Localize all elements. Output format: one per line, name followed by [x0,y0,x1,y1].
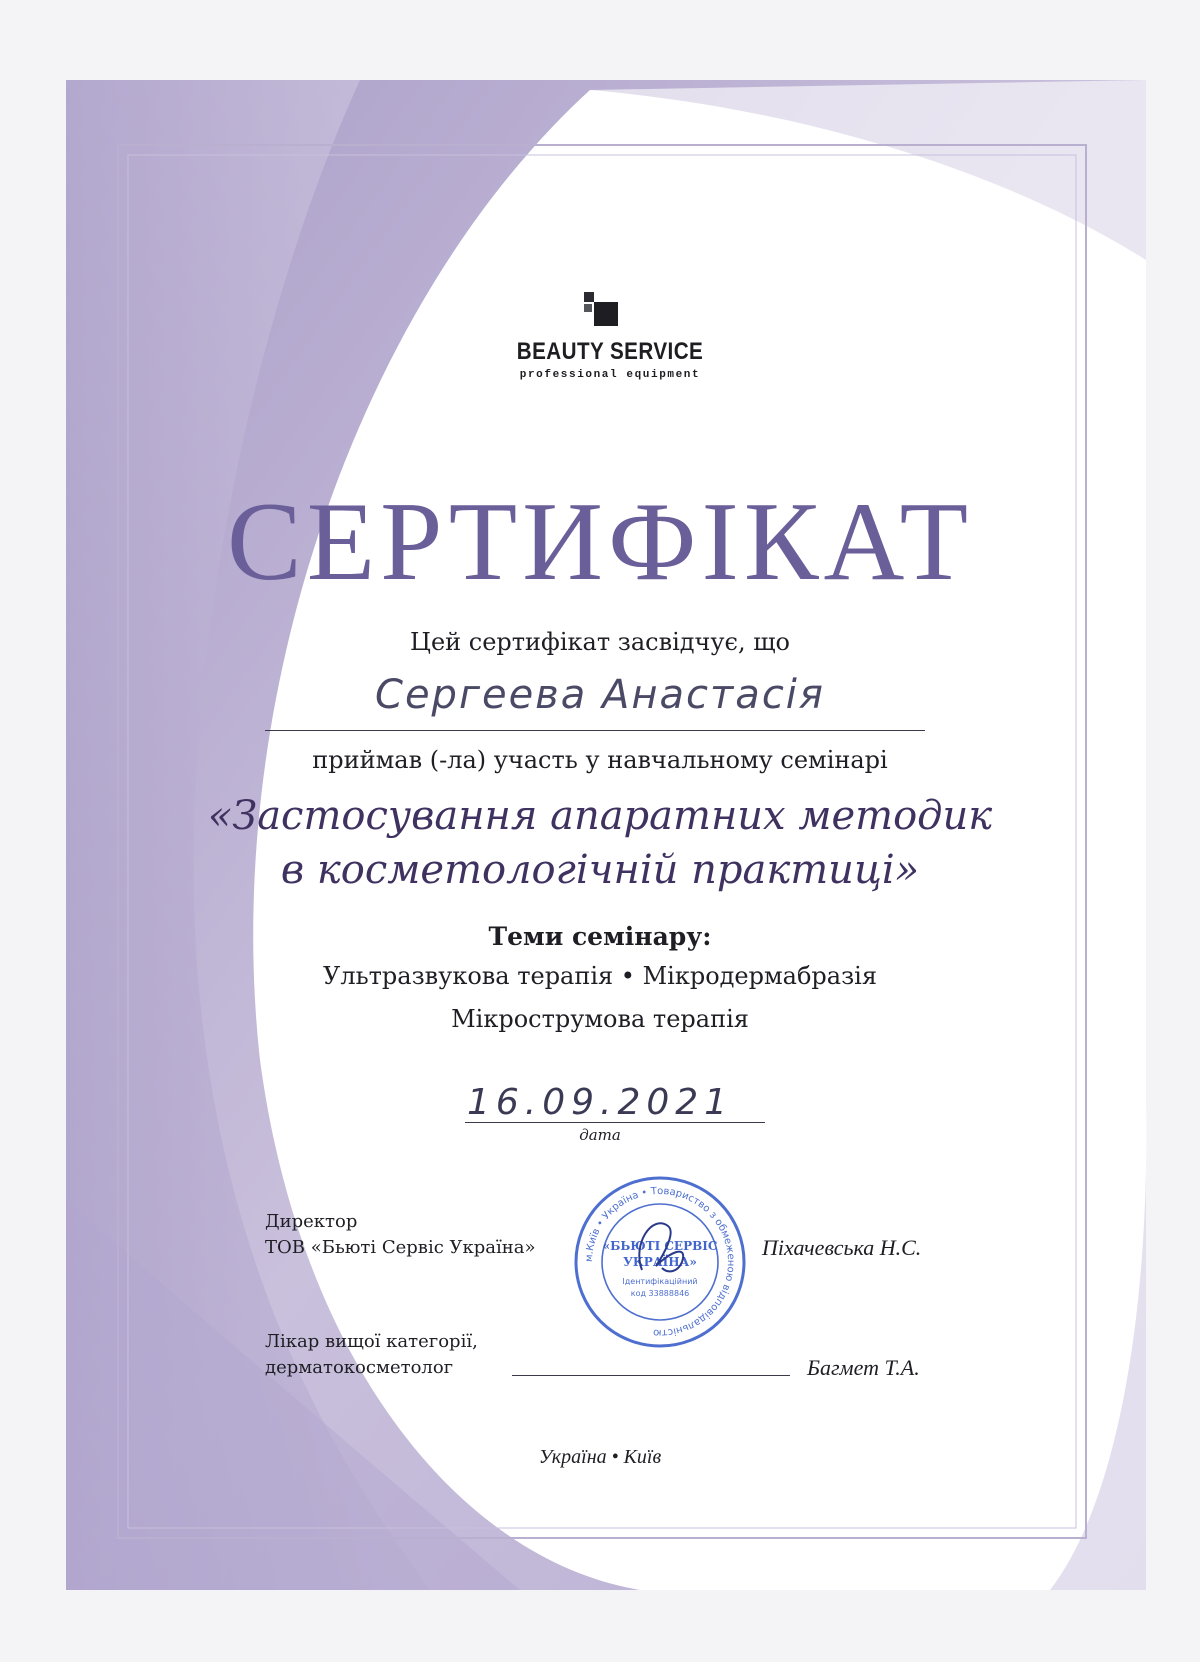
certificate-date: 16.09.2021 [466,1082,734,1123]
seminar-title-line1: «Застосування апаратних методик [207,793,993,839]
logo-subtitle: professional equipment [519,369,701,381]
topics-line1: Ультразвукова терапія • Мікродермабразія [322,962,877,990]
doctor-role-line1: Лікар вищої категорії, [265,1331,478,1352]
name-underline [265,730,925,731]
official-stamp [572,1174,748,1350]
date-underline [465,1122,765,1123]
logo-square-large [594,302,618,326]
stamp-code: код 33888846 [630,1289,690,1298]
logo-name: BEAUTY SERVICE [516,338,704,365]
doctor-role-line2: дерматокосметолог [265,1357,454,1378]
topics-line2: Мікрострумова терапія [451,1005,749,1033]
footer-location: Україна • Київ [538,1446,662,1468]
logo-square-mid [584,304,592,312]
director-name: Піхачевська Н.С. [762,1235,922,1260]
recipient-name: Сергеева Анастасія [375,672,825,718]
stamp-code-label: Ідентифікаційний [622,1277,698,1286]
logo-square-small [584,292,594,302]
stamp-center-line1: «БЬЮТІ СЕРВІС [602,1239,718,1253]
director-company: ТОВ «Бьюті Сервіс Україна» [265,1237,536,1258]
intro-text: Цей сертифікат засвідчує, що [410,628,790,656]
date-label: дата [579,1126,621,1144]
stamp-ring-text: м.Київ • Україна • Товариство з обмеженою відповідальністю [583,1185,737,1339]
seminar-title-line2: в косметологічній практиці» [280,847,920,893]
director-role: Директор [265,1211,358,1232]
doctor-name: Багмет Т.А. [807,1355,920,1380]
participation-text: приймав (-ла) участь у навчальному семінарі [312,746,888,774]
certificate-title: СЕРТИФІКАТ [226,480,973,604]
doctor-signature-line [512,1375,790,1376]
stamp-center-line2: УКРАЇНА» [623,1255,697,1269]
topics-heading: Теми семінару: [488,922,712,951]
